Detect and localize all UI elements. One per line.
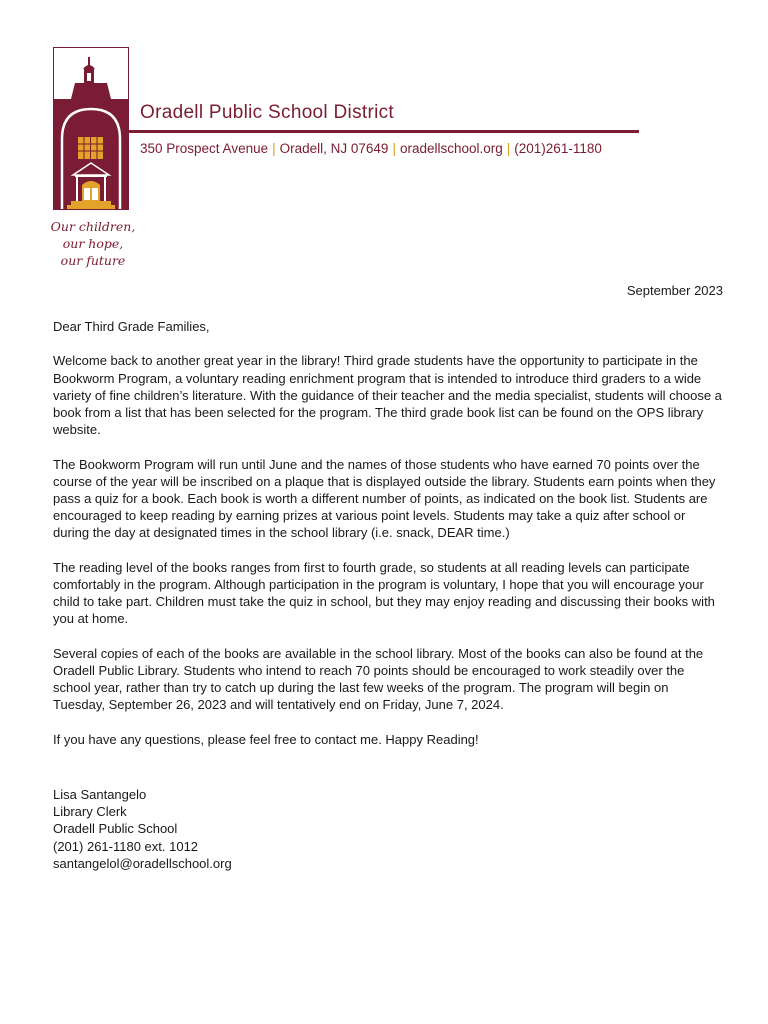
address: 350 Prospect Avenue	[140, 141, 269, 156]
school-building-logo	[53, 47, 129, 210]
tagline-line: our future	[60, 253, 126, 268]
header-divider	[129, 130, 639, 133]
signature-block	[53, 786, 232, 872]
signer-title: Library Clerk	[53, 804, 127, 820]
separator: |	[506, 141, 511, 156]
district-name: Oradell Public School District	[140, 102, 394, 123]
tagline-line: our hope,	[62, 236, 124, 251]
signer-school: Oradell Public School	[53, 821, 178, 837]
greeting: Dear Third Grade Families,	[53, 319, 210, 334]
letter-date: September 2023	[626, 283, 723, 298]
letter-body	[53, 318, 723, 765]
separator: |	[392, 141, 396, 156]
signer-phone: (201) 261-1180 ext. 1012	[53, 838, 199, 854]
tagline	[50, 218, 136, 269]
signer-name: Lisa Santangelo	[53, 787, 147, 802]
city: Oradell, NJ 07649	[279, 141, 389, 156]
separator: |	[272, 141, 276, 156]
tagline-line: Our children,	[50, 219, 136, 234]
paragraph: Welcome back to another great year in the library! Third grade students have the opportunity to participate in the Bookworm Program, a voluntary reading enrichment program that is intended to introduce third graders to a wide variety of fine children’s literature. With the guidance of their teacher and the media specialist, students will choose a book from a list that has been selected for the program. The third grade book list can be found on the OPS library website.	[53, 353, 722, 438]
phone: (201)261-1180	[514, 141, 602, 156]
contact-line	[140, 141, 602, 156]
paragraph: The Bookworm Program will run until June and the names of those students who have earned 70 points over the course of the year will be inscribed on a plaque that is displayed outside the library. Students earn points when they pass a quiz for a book. Each book is worth a different number of points, as indicated on the book list. Students are encouraged to keep reading by earning prizes at various point levels. Students may take a quiz after school or during the day at designated times in the school library (i.e. snack, DEAR time.)	[53, 456, 716, 541]
paragraph: The reading level of the books ranges from first to fourth grade, so students at all reading levels can participate comfortably in the program. Although participation in the program is voluntary, I hope that you will encourage your child to take part. Children must take the quiz in school, but they may enjoy reading and discussing their books with you at home.	[53, 559, 715, 627]
website-link[interactable]: oradellschool.org	[399, 141, 503, 156]
paragraph: If you have any questions, please feel free to contact me. Happy Reading!	[53, 731, 479, 747]
signer-email[interactable]: santangelol@oradellschool.org	[53, 855, 232, 871]
paragraph: Several copies of each of the books are available in the school library. Most of the books can also be found at the Oradell Public Library. Students who intend to reach 70 points should be encouraged to work steadily over the school year, rather than try to catch up during the last few weeks of the program. The program will begin on Tuesday, September 26, 2023 and will tentatively end on Friday, June 7, 2024.	[53, 645, 704, 713]
